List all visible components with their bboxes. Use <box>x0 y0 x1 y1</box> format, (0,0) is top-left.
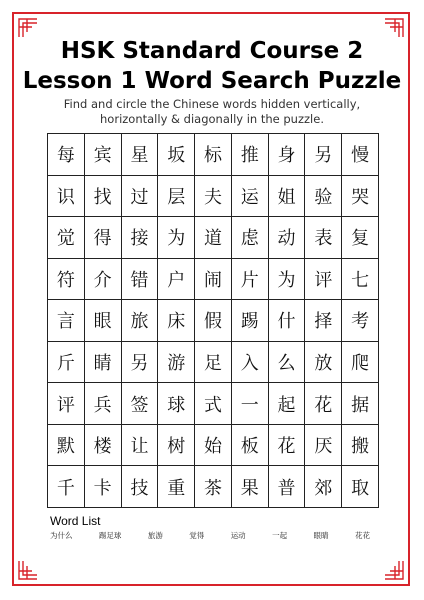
grid-cell[interactable]: 假 <box>195 300 232 342</box>
grid-cell[interactable]: 板 <box>232 425 269 467</box>
grid-cell[interactable]: 游 <box>158 342 195 384</box>
grid-cell[interactable]: 另 <box>305 134 342 176</box>
grid-cell[interactable]: 道 <box>195 217 232 259</box>
grid-cell[interactable]: 什 <box>269 300 306 342</box>
grid-cell[interactable]: 验 <box>305 176 342 218</box>
page-title-line2: Lesson 1 Word Search Puzzle <box>22 68 402 94</box>
grid-cell[interactable]: 片 <box>232 259 269 301</box>
grid-cell[interactable]: 过 <box>122 176 159 218</box>
grid-cell[interactable]: 爬 <box>342 342 379 384</box>
grid-cell[interactable]: 兵 <box>85 383 122 425</box>
grid-cell[interactable]: 旅 <box>122 300 159 342</box>
grid-cell[interactable]: 姐 <box>269 176 306 218</box>
grid-cell[interactable]: 球 <box>158 383 195 425</box>
grid-cell[interactable]: 卡 <box>85 466 122 508</box>
grid-cell[interactable]: 标 <box>195 134 232 176</box>
word-list-item: 踢足球 <box>98 531 122 540</box>
grid-cell[interactable]: 表 <box>305 217 342 259</box>
word-list-item: 旅游 <box>147 531 163 540</box>
grid-cell[interactable]: 花 <box>269 425 306 467</box>
grid-cell[interactable]: 默 <box>48 425 85 467</box>
word-list-item: 为什么 <box>50 531 73 540</box>
grid-cell[interactable]: 运 <box>232 176 269 218</box>
grid-cell[interactable]: 言 <box>48 300 85 342</box>
grid-cell[interactable]: 评 <box>305 259 342 301</box>
grid-cell[interactable]: 为 <box>269 259 306 301</box>
grid-cell[interactable]: 床 <box>158 300 195 342</box>
grid-cell[interactable]: 睛 <box>85 342 122 384</box>
grid-cell[interactable]: 慢 <box>342 134 379 176</box>
grid-cell[interactable]: 千 <box>48 466 85 508</box>
grid-cell[interactable]: 每 <box>48 134 85 176</box>
grid-cell[interactable]: 得 <box>85 217 122 259</box>
grid-cell[interactable]: 技 <box>122 466 159 508</box>
grid-cell[interactable]: 星 <box>122 134 159 176</box>
grid-cell[interactable]: 觉 <box>48 217 85 259</box>
grid-cell[interactable]: 推 <box>232 134 269 176</box>
grid-cell[interactable]: 择 <box>305 300 342 342</box>
grid-cell[interactable]: 树 <box>158 425 195 467</box>
word-list-title: Word List <box>50 514 101 528</box>
corner-ornament-icon <box>384 560 404 580</box>
word-list-item: 运动 <box>230 531 246 540</box>
grid-cell[interactable]: 哭 <box>342 176 379 218</box>
grid-cell[interactable]: 七 <box>342 259 379 301</box>
grid-cell[interactable]: 茶 <box>195 466 232 508</box>
grid-cell[interactable]: 果 <box>232 466 269 508</box>
grid-cell[interactable]: 重 <box>158 466 195 508</box>
grid-cell[interactable]: 宾 <box>85 134 122 176</box>
grid-cell[interactable]: 身 <box>269 134 306 176</box>
grid-cell[interactable]: 复 <box>342 217 379 259</box>
grid-cell[interactable]: 普 <box>269 466 306 508</box>
word-list-item: 一起 <box>272 531 288 540</box>
word-list-item: 眼睛 <box>313 531 329 540</box>
grid-cell[interactable]: 坂 <box>158 134 195 176</box>
grid-cell[interactable]: 识 <box>48 176 85 218</box>
grid-cell[interactable]: 让 <box>122 425 159 467</box>
grid-cell[interactable]: 接 <box>122 217 159 259</box>
page-title-line1: HSK Standard Course 2 <box>60 38 364 64</box>
grid-cell[interactable]: 动 <box>269 217 306 259</box>
grid-cell[interactable]: 入 <box>232 342 269 384</box>
grid-cell[interactable]: 斤 <box>48 342 85 384</box>
grid-cell[interactable]: 么 <box>269 342 306 384</box>
grid-cell[interactable]: 介 <box>85 259 122 301</box>
grid-cell[interactable]: 眼 <box>85 300 122 342</box>
grid-cell[interactable]: 搬 <box>342 425 379 467</box>
word-list-item: 觉得 <box>189 531 205 540</box>
grid-cell[interactable]: 据 <box>342 383 379 425</box>
instructions-text: Find and circle the Chinese words hidden vertically, horizontally & diagonally in the puzzle. <box>63 97 361 126</box>
grid-cell[interactable]: 虑 <box>232 217 269 259</box>
grid-cell[interactable]: 取 <box>342 466 379 508</box>
grid-cell[interactable]: 另 <box>122 342 159 384</box>
grid-cell[interactable]: 足 <box>195 342 232 384</box>
corner-ornament-icon <box>384 18 404 38</box>
grid-cell[interactable]: 签 <box>122 383 159 425</box>
grid-cell[interactable]: 闹 <box>195 259 232 301</box>
grid-cell[interactable]: 户 <box>158 259 195 301</box>
grid-cell[interactable]: 考 <box>342 300 379 342</box>
grid-cell[interactable]: 花 <box>305 383 342 425</box>
grid-cell[interactable]: 为 <box>158 217 195 259</box>
corner-ornament-icon <box>18 560 38 580</box>
grid-cell[interactable]: 放 <box>305 342 342 384</box>
grid-cell[interactable]: 踢 <box>232 300 269 342</box>
grid-cell[interactable]: 符 <box>48 259 85 301</box>
grid-cell[interactable]: 郊 <box>305 466 342 508</box>
grid-cell[interactable]: 评 <box>48 383 85 425</box>
grid-cell[interactable]: 错 <box>122 259 159 301</box>
grid-cell[interactable]: 厌 <box>305 425 342 467</box>
grid-cell[interactable]: 始 <box>195 425 232 467</box>
word-search-grid <box>47 133 379 508</box>
grid-cell[interactable]: 式 <box>195 383 232 425</box>
grid-cell[interactable]: 起 <box>269 383 306 425</box>
grid-cell[interactable]: 层 <box>158 176 195 218</box>
corner-ornament-icon <box>18 18 38 38</box>
word-list-item: 花花 <box>354 531 370 540</box>
word-list <box>50 530 370 541</box>
grid-cell[interactable]: 夫 <box>195 176 232 218</box>
grid-cell[interactable]: 找 <box>85 176 122 218</box>
grid-cell[interactable]: 楼 <box>85 425 122 467</box>
grid-cell[interactable]: 一 <box>232 383 269 425</box>
